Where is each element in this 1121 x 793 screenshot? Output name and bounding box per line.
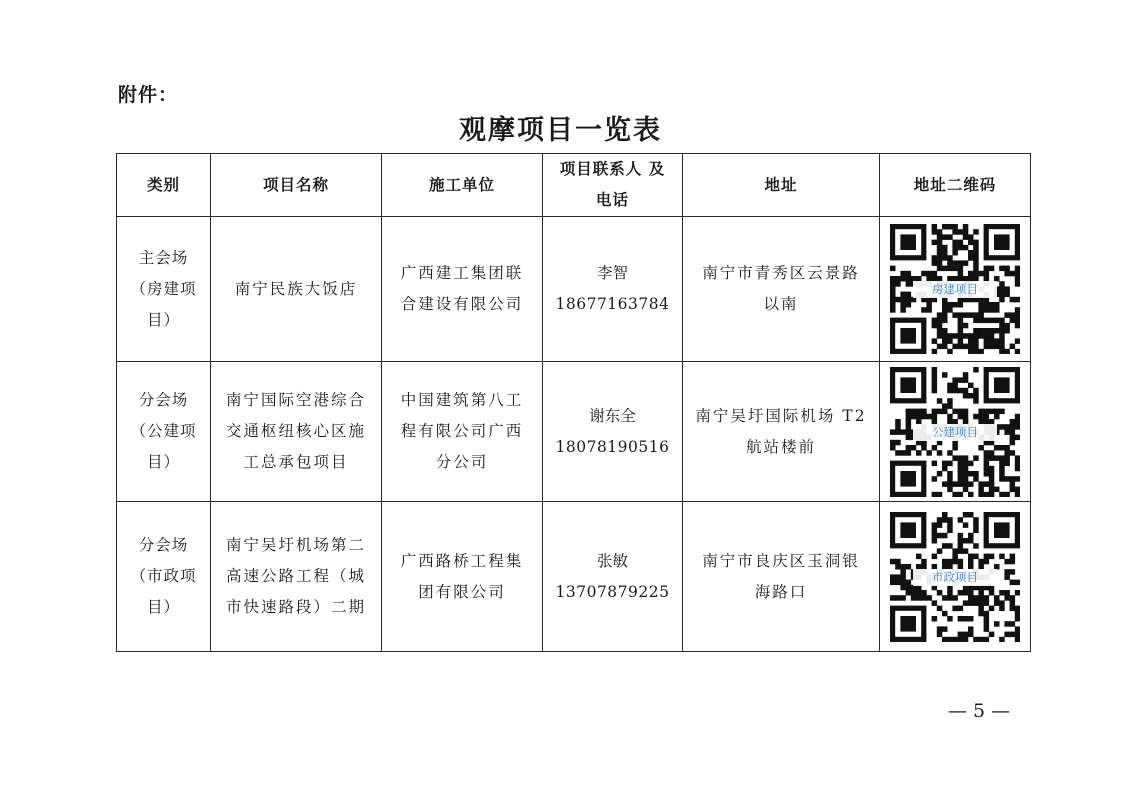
contact-phone: 18677163784 <box>555 295 670 313</box>
attachment-label: 附件： <box>118 84 179 106</box>
project-name-line: 交通枢纽核心区施 <box>225 422 366 440</box>
cell-contractor <box>382 217 543 362</box>
address-line: 南宁市良庆区玉洞银 <box>702 551 860 570</box>
header-contact-line1: 项目联系人 及 <box>559 160 666 178</box>
address-line: 以南 <box>763 295 799 313</box>
contractor-line: 广西路桥工程集 <box>400 551 524 570</box>
header-address: 地址 <box>683 154 880 217</box>
cell-contact <box>543 362 683 502</box>
page-title: 观摩项目一览表 <box>459 115 662 146</box>
cell-address <box>683 217 880 362</box>
cell-contact <box>543 217 683 362</box>
category-line: 目） <box>146 310 180 329</box>
category-line: 分会场 <box>138 536 189 554</box>
address-line: 海路口 <box>754 582 808 601</box>
project-name-line: 高速公路工程（城 <box>225 567 366 585</box>
category-line: （房建项 <box>130 279 197 298</box>
cell-project-name <box>211 502 382 652</box>
header-contact-line2: 电话 <box>595 191 629 209</box>
cell-address <box>683 362 880 502</box>
cell-contact <box>543 502 683 652</box>
contact-name: 谢东全 <box>589 406 636 425</box>
table-header-row <box>117 154 1031 217</box>
cell-qr <box>880 362 1031 502</box>
cell-address <box>683 502 880 652</box>
qr-label: 房建项目 <box>913 281 997 298</box>
contact-name: 张敏 <box>596 551 628 570</box>
cell-project-name <box>211 217 382 362</box>
project-name-line: 市快速路段）二期 <box>225 598 366 616</box>
address-line: 南宁市青秀区云景路 <box>702 264 860 282</box>
address-line: 航站楼前 <box>745 437 816 456</box>
contact-phone: 13707879225 <box>555 582 670 601</box>
qr-code[interactable] <box>890 224 1020 354</box>
cell-category <box>117 217 211 362</box>
page-number: — 5 — <box>948 700 1011 722</box>
cell-contractor <box>382 502 543 652</box>
header-qr: 地址二维码 <box>880 154 1031 217</box>
contractor-line: 团有限公司 <box>418 582 506 601</box>
cell-qr <box>880 502 1031 652</box>
category-line: 分会场 <box>138 391 189 409</box>
contractor-line: 分公司 <box>435 453 489 471</box>
cell-project-name <box>211 362 382 502</box>
category-line: （公建项 <box>130 422 197 440</box>
cell-category <box>117 362 211 502</box>
project-name-line: 南宁民族大饭店 <box>234 279 358 298</box>
category-line: 主会场 <box>138 248 189 267</box>
header-category: 类别 <box>117 154 211 217</box>
cell-category <box>117 502 211 652</box>
header-project-name: 项目名称 <box>211 154 382 217</box>
project-name-line: 南宁吴圩机场第二 <box>225 536 366 554</box>
category-line: 目） <box>146 598 180 616</box>
contractor-line: 程有限公司广西 <box>400 422 524 440</box>
header-contact <box>543 154 683 217</box>
project-name-line: 南宁国际空港综合 <box>225 391 366 409</box>
category-line: （市政项 <box>130 567 197 585</box>
contact-name: 李智 <box>596 264 628 282</box>
header-contractor: 施工单位 <box>382 154 543 217</box>
table-row <box>117 502 1031 652</box>
qr-code[interactable] <box>890 367 1020 497</box>
cell-qr <box>880 217 1031 362</box>
contact-phone: 18078190516 <box>555 437 670 456</box>
contractor-line: 合建设有限公司 <box>400 295 524 313</box>
qr-label: 公建项目 <box>913 424 997 441</box>
contractor-line: 广西建工集团联 <box>400 264 524 282</box>
qr-label: 市政项目 <box>913 569 997 586</box>
address-line: 南宁吴圩国际机场 T2 <box>695 406 867 425</box>
project-name-line: 工总承包项目 <box>243 453 349 471</box>
cell-contractor <box>382 362 543 502</box>
contractor-line: 中国建筑第八工 <box>400 391 524 409</box>
table-row <box>117 217 1031 362</box>
qr-code[interactable] <box>890 512 1020 642</box>
projects-table <box>116 153 1031 652</box>
table-row <box>117 362 1031 502</box>
category-line: 目） <box>146 453 180 471</box>
